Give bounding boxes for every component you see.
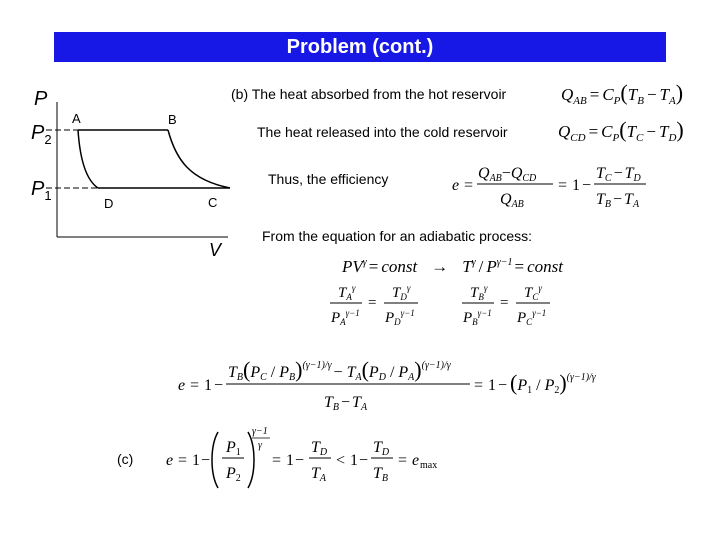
svg-text:1: 1 xyxy=(192,452,200,469)
svg-text:−: − xyxy=(359,452,369,469)
svg-text:−: − xyxy=(201,452,211,469)
svg-text:−: − xyxy=(214,377,224,394)
adiabatic-text: From the equation for an adiabatic process: xyxy=(262,228,533,244)
p2-label xyxy=(31,122,52,147)
svg-text:TB−TA: TB − TA xyxy=(596,191,640,210)
eq-adiabatic: $PV^\gamma$ = const → $T^\gamma / P^{\gamma-1}$ = const xyxy=(342,257,563,276)
svg-text:1: 1 xyxy=(572,177,580,194)
point-c-label: C xyxy=(208,195,218,210)
svg-text:max: max xyxy=(420,460,438,471)
svg-text:TB(PC / PB)(γ−1)/γ−TA(PD / PA): TB(PC / PB)$^{(\gamma-1)/\gamma}$ − TA(PD / PA)$^{(\gamma-1)/\gamma}$ xyxy=(228,357,451,383)
svg-text:(P1 / P2)(γ−1)/γ: (P1 / P2)$^{(\gamma-1)/\gamma}$ xyxy=(510,370,596,396)
svg-text:=: = xyxy=(464,177,474,194)
p-axis-label: P xyxy=(34,88,48,110)
svg-text:=: = xyxy=(178,452,188,469)
adiabat-ad xyxy=(78,130,98,188)
svg-text:PAγ−1: $P_A^{\gamma-1}$ xyxy=(331,308,360,327)
svg-text:=: = xyxy=(474,377,484,394)
svg-text:e: e xyxy=(178,377,186,394)
svg-text:QAB: QAB xyxy=(500,191,524,210)
svg-text:P1: P1 xyxy=(226,439,241,458)
svg-text:P2: P2 xyxy=(226,465,241,484)
svg-text:TDγ: $T_D^\gamma$ xyxy=(392,283,411,302)
svg-text:TAγ: $T_A^\gamma$ xyxy=(338,283,356,302)
slide-title: Problem (cont.) xyxy=(286,35,434,58)
svg-text:e: e xyxy=(452,177,460,194)
eq-qab: $Q_{AB} = C_P(T_B - T_A)$ xyxy=(561,80,684,107)
svg-text:TB−TA: TB − TA xyxy=(324,394,368,413)
svg-text:=: = xyxy=(272,452,282,469)
heat-released-text: The heat released into the cold reservoir xyxy=(257,124,508,140)
eq-qcd: $Q_{CD} = C_P(T_C - T_D)$ xyxy=(558,117,684,144)
svg-text:TD: TD xyxy=(373,439,390,458)
svg-text:1: 1 xyxy=(488,377,496,394)
svg-text:=: = xyxy=(368,295,377,311)
svg-text:1: 1 xyxy=(350,452,358,469)
v-axis-label: V xyxy=(209,240,222,260)
svg-text:<: < xyxy=(336,452,346,469)
svg-text:γ−1: γ−1 xyxy=(252,426,268,437)
svg-text:TCγ: $T_C^\gamma$ xyxy=(524,283,542,302)
p1-subscript: 1 xyxy=(44,188,52,203)
svg-text:−: − xyxy=(295,452,305,469)
svg-text:=: = xyxy=(558,177,568,194)
part-c-label: (c) xyxy=(117,451,134,467)
svg-text:TA: TA xyxy=(311,465,327,484)
svg-text:TC−TD: TC − TD xyxy=(596,165,641,184)
eq-efficiency xyxy=(452,165,646,210)
svg-text:=: = xyxy=(500,295,509,311)
svg-text:PCγ−1: $P_C^{\gamma-1}$ xyxy=(517,308,547,327)
svg-text:e: e xyxy=(412,452,420,469)
svg-text:γ: γ xyxy=(258,440,262,451)
svg-text:−: − xyxy=(582,177,592,194)
p1-label xyxy=(31,178,52,203)
p2-letter: P xyxy=(31,122,45,144)
svg-text:PBγ−1: $P_B^{\gamma-1}$ xyxy=(463,308,492,327)
point-a-label: A xyxy=(72,111,81,126)
svg-text:e: e xyxy=(166,452,174,469)
part-b-text: (b) The heat absorbed from the hot reservoir xyxy=(231,86,507,102)
svg-text:QAB−QCD: QAB−QCD xyxy=(478,165,537,184)
point-b-label: B xyxy=(168,112,177,127)
svg-text:1: 1 xyxy=(204,377,212,394)
svg-text:=: = xyxy=(398,452,408,469)
svg-text:TBγ: $T_B^\gamma$ xyxy=(470,283,488,302)
svg-text:TD: TD xyxy=(311,439,328,458)
svg-text:TB: TB xyxy=(373,465,389,484)
p2-subscript: 2 xyxy=(44,132,52,147)
eq-efficiency-expanded xyxy=(178,357,597,413)
adiabat-bc xyxy=(168,130,230,188)
svg-text:1: 1 xyxy=(286,452,294,469)
point-d-label: D xyxy=(104,196,114,211)
p1-letter: P xyxy=(31,178,45,200)
title-bar xyxy=(54,32,666,62)
svg-text:=: = xyxy=(190,377,200,394)
eq-temperature-ratios xyxy=(330,283,550,327)
eq-part-c xyxy=(166,426,437,488)
svg-text:−: − xyxy=(498,377,508,394)
efficiency-text: Thus, the efficiency xyxy=(268,171,389,187)
svg-text:PDγ−1: $P_D^{\gamma-1}$ xyxy=(385,308,415,327)
